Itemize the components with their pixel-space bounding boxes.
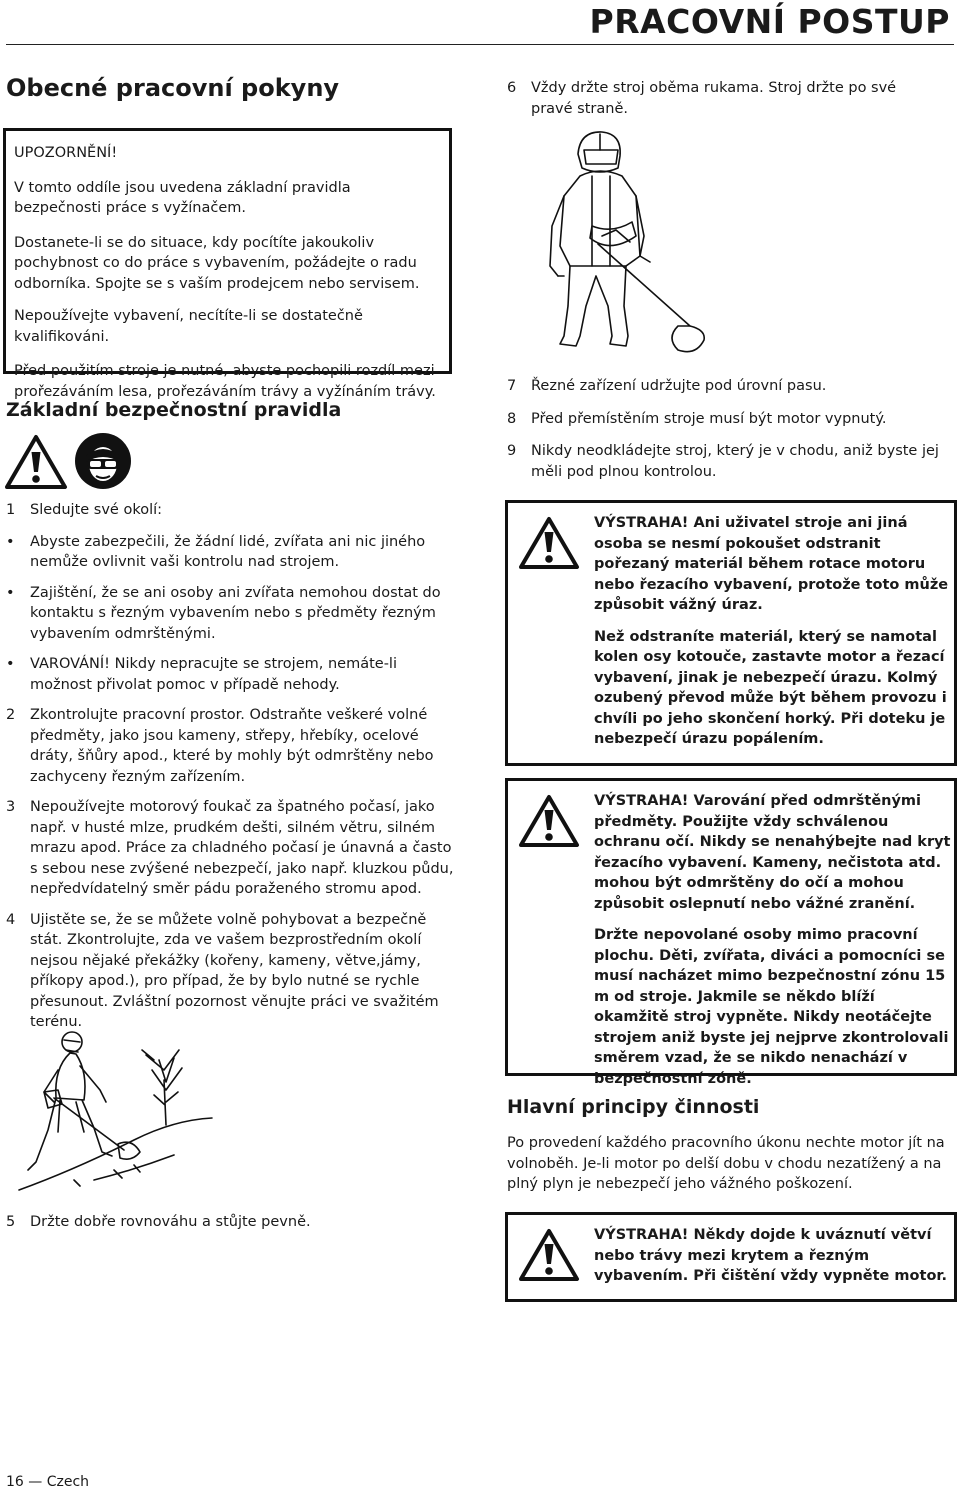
- list-item: 5 Držte dobře rovnováhu a stůjte pevně.: [6, 1214, 311, 1230]
- language-label: Czech: [46, 1474, 90, 1490]
- safety-heading: Základní bezpečnostní pravidla: [6, 399, 342, 421]
- warning-triangle-icon: [518, 515, 580, 575]
- list-item: 7 Řezné zařízení udržujte pod úrovní pasu.: [507, 378, 827, 394]
- bullet-item: • Zajištění, že se ani osoby ani zvířata nemohou dostat do kontaktu s řezným vybavením nebo s předměty řezným vybavením odmrštěnými.: [6, 584, 441, 642]
- page-number: 16: [6, 1474, 24, 1490]
- notice-text-1: V tomto oddíle jsou uvedena základní pravidla bezpečnosti práce s vyžínačem.: [14, 179, 351, 216]
- warning-text-1: VÝSTRAHA! Varování před odmrštěnými předměty. Použijte vždy schválenou ochranu očí. Nikdy se nenahýbejte nad kryt řezacího vybavení. Kameny, nečistota atd. mohou být odmrštěny do očí a mohou způsobit oslepnutí nebo vážné zranění.: [594, 793, 951, 912]
- warning-triangle-icon: [518, 1227, 580, 1287]
- operator-holding-trimmer-illustration: [540, 126, 720, 370]
- section-heading: Obecné pracovní pokyny: [6, 74, 340, 102]
- bullet-item: • VAROVÁNÍ! Nikdy nepracujte se strojem, nemáte-li možnost přivolat pomoc v případě nehody.: [6, 656, 397, 693]
- notice-text-4: Před použitím stroje je nutné, abyste pochopili rozdíl mezi prořezáváním lesa, prořezáváním trávy a vyžínáním trávy.: [14, 363, 436, 400]
- warning-box-thrown-objects: [505, 778, 957, 1087]
- list-item: 4 Ujistěte se, že se můžete volně pohybovat a bezpečně stát. Zkontrolujte, zda ve vašem bezprostředním okolí nejsou nějaké překážky (kořeny, kameny, větve,jámy, příkopy apod.), pro případ, že by bylo nutné se rychle přesunout. Zvláštní pozornost věnujte práci ve svažitém terénu.: [6, 911, 439, 1030]
- warning-text-1: VÝSTRAHA! Někdy dojde k uváznutí větví nebo trávy mezi krytem a řezným vybavením. Při čištění vždy vypněte motor.: [594, 1227, 947, 1284]
- notice-text-2: Dostanete-li se do situace, kdy pocítíte jakoukoliv pochybnost co do práce s vybavením, požádejte o radu odborníka. Spojte se s vaším prodejcem nebo servisem.: [14, 234, 420, 292]
- warning-text-2: Držte nepovolané osoby mimo pracovní plochu. Děti, zvířata, diváci a pomocníci se musí nacházet mimo bezpečnostní zónu 15 m od stroje. Jakmile se někdo blíží okamžitě stroj vypněte. Nikdy neotáčejte strojem aniž byste jej nejprve zkontrolovali směrem vzad, že se nikdo nenachází v bezpečnostní zóně.: [594, 927, 949, 1087]
- principles-text: Po provedení každého pracovního úkonu nechte motor jít na volnoběh. Je-li motor po delší dobu v chodu nezatížený a na plný plyn je nebezpečí jeho vážného poškození.: [507, 1135, 945, 1192]
- bullet-item: • Abyste zabezpečili, že žádní lidé, zvířata ani nic jiného nemůže ovlivnit vaši kontrolu nad strojem.: [6, 533, 426, 570]
- list-item: 1 Sledujte své okolí:: [6, 502, 163, 518]
- list-item: 6 Vždy držte stroj oběma rukama. Stroj držte po své pravé straně.: [507, 80, 897, 117]
- notice-label: UPOZORNĚNÍ!: [14, 145, 118, 161]
- warning-triangle-icon: [518, 793, 580, 853]
- header-rule: [6, 44, 954, 45]
- warning-box-rotation: [505, 500, 957, 766]
- list-item: 3 Nepoužívejte motorový foukač za špatného počasí, jako např. v husté mlze, prudkém dešti, silném větru, silném mrazu apod. Práce za chladného počasí je únavná a často s sebou nese zvýšené nebezpečí, jako např. kluzkou půdu, nepředvídatelný směr pádu poraženého stromu apod.: [6, 799, 454, 897]
- list-item: 2 Zkontrolujte pracovní prostor. Odstraňte veškeré volné předměty, jako jsou kameny, střepy, hřebíky, ocelové dráty, šňůry apod., které by mohly být odmrštěny nebo zachyceny řezným zařízením.: [6, 707, 434, 785]
- warning-text-2: Než odstraníte materiál, který se namotal kolen osy kotouče, zastavte motor a řezací vybavení, jinak je nebezpečí úrazu. Kolmý ozubený převod může být během provozu i chvíli po jeho skončení horký. Při doteku je nebezpečí úrazu popálením.: [594, 628, 947, 747]
- list-item: 9 Nikdy neodkládejte stroj, který je v chodu, aniž byste jej měli pod plnou kontrolou.: [507, 443, 939, 480]
- warning-box-cleaning: [505, 1212, 957, 1302]
- warning-text-1: VÝSTRAHA! Ani uživatel stroje ani jiná osoba se nesmí pokoušet odstranit pořezaný materiál během rotace motoru nebo řezacího vybavení, protože toto může způsobit vážný úraz.: [594, 515, 949, 613]
- face-protection-icon: [74, 432, 132, 494]
- notice-text-3: Nepoužívejte vybavení, necítíte-li se dostatečně kvalifikováni.: [14, 308, 363, 345]
- notice-box: [3, 128, 452, 400]
- principles-heading: Hlavní principy činnosti: [507, 1096, 760, 1118]
- page-header-title: PRACOVNÍ POSTUP: [589, 2, 950, 41]
- operator-on-slope-illustration: [14, 1020, 214, 1199]
- page-footer: 16 — Czech: [6, 1474, 90, 1490]
- list-item: 8 Před přemístěním stroje musí být motor vypnutý.: [507, 410, 887, 427]
- warning-triangle-icon: [4, 434, 68, 494]
